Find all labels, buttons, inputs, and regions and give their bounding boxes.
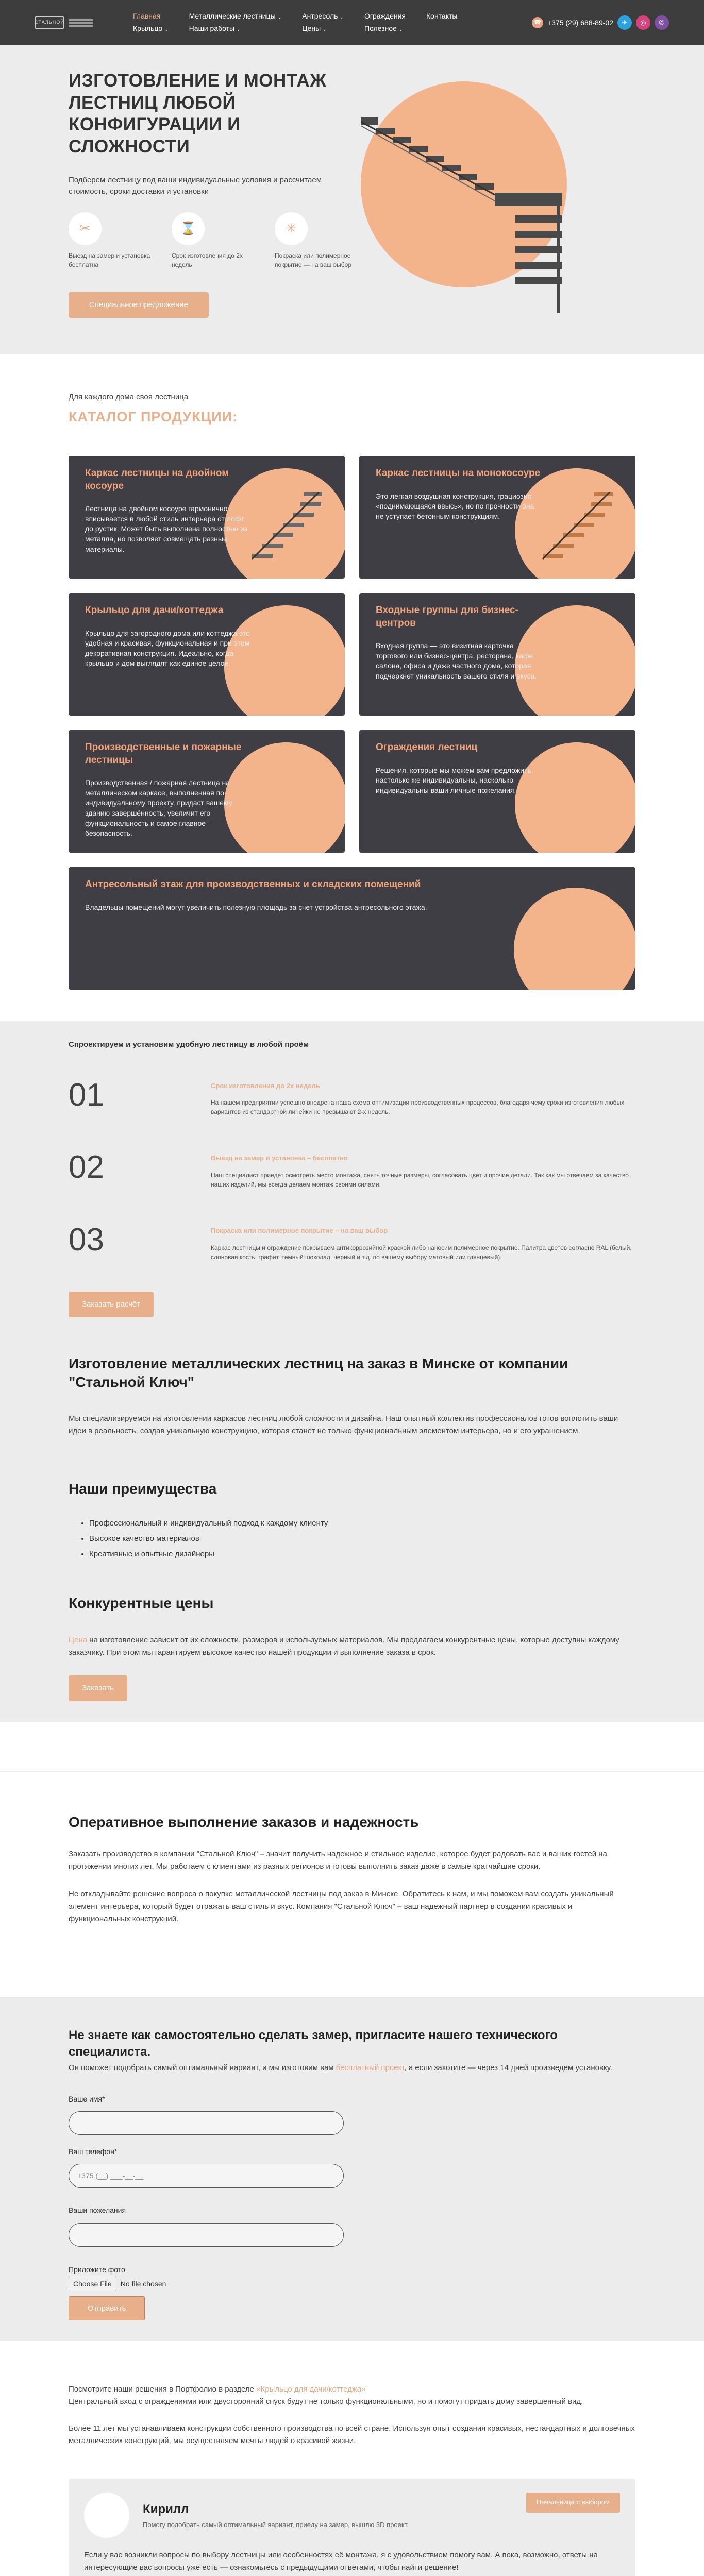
portfolio-section [0, 2341, 704, 2576]
portfolio-text-2: Более 11 лет мы устанавливаем конструкции собственного производства по всей стране. Используя опыт создания красивых, нестандартных и долговечных металлических конструкций, мы осуществляем мечты людей о красивой жизни. [69, 2424, 635, 2446]
phone-icon: ☎ [532, 17, 543, 28]
instagram-icon[interactable]: ◎ [636, 15, 650, 30]
card-title: Производственные и пожарные лестницы [85, 741, 242, 766]
expert-info [143, 2501, 526, 2531]
stair-image [538, 482, 615, 569]
telegram-icon[interactable]: ✈ [617, 15, 632, 30]
chevron-down-icon: ⌄ [323, 27, 327, 32]
step-number: 02 [69, 1149, 104, 1185]
advantage-item: • Профессиональный и индивидуальный подход к каждому клиенту [89, 1518, 635, 1529]
porch-portfolio-link[interactable]: «Крыльцо для дачи/коттеджа» [256, 2385, 366, 2394]
submit-button[interactable]: Отправить [69, 2296, 145, 2320]
step-body [211, 1151, 635, 1189]
form-intro-b: , а если захотите — через 14 дней произведем установку. [404, 2063, 612, 2072]
advantages-list [69, 1518, 635, 1560]
nav-item-label: Контакты [426, 12, 458, 20]
wishes-field-group [69, 2205, 635, 2246]
advantages-block [69, 1479, 635, 1560]
name-input[interactable] [69, 2111, 344, 2135]
nav-item-label: Полезное [364, 24, 397, 32]
feature-icon: ✳ [275, 212, 308, 245]
nav-item-6[interactable] [364, 11, 406, 22]
card-title: Ограждения лестниц [376, 741, 478, 753]
mfg-text: Мы специализируемся на изготовлении каркасов лестниц любой сложности и дизайна. Наш опытный коллектив профессионалов готов воплотить ваши идеи в реальность, создав уникальную конструкцию, которая станет не только функциональным элементом интерьера, но и его украшением. [69, 1414, 618, 1435]
site-header [0, 0, 704, 45]
mfg-block [69, 1317, 635, 1437]
card-text: Производственная / пожарная лестница на металлическом каркасе, выполненная по индивидуальному проекту, придаст вашему зданию завершённость, увеличит его функциональность и самое главное – безопасность. [85, 778, 232, 838]
name-label: Ваше имя* [69, 2094, 105, 2103]
hero-feature [69, 212, 151, 269]
step-title: Срок изготовления до 2х недель [211, 1081, 320, 1090]
feature-text: Покраска или полимерное покрытие — на ваш выбор [275, 252, 351, 268]
catalog-title: КАТАЛОГ ПРОДУКЦИИ: [69, 409, 238, 425]
nav-item-label: Металлические лестницы [189, 12, 276, 20]
order-calc-button[interactable]: Заказать расчёт [69, 1292, 154, 1317]
expert-name: Кирилл [143, 2502, 189, 2516]
file-status: No file chosen [120, 2280, 166, 2289]
special-offer-button[interactable]: Специальное предложение [69, 292, 209, 318]
card-title: Входные группы для бизнес-центров [376, 604, 518, 629]
step-number: 03 [69, 1222, 104, 1258]
chevron-down-icon: ⌄ [340, 14, 344, 20]
advantage-item: • Креативные и опытные дизайнеры [89, 1549, 635, 1560]
step-number: 01 [69, 1077, 104, 1113]
step-text: На нашем предприятии успешно внедрена наша схема оптимизации производственных процессов, благодаря чему сроки изготовления любых вариантов из стандартной линейки не превышают 2-х недель. [211, 1099, 625, 1116]
card-text: Владельцы помещений могут увеличить полезную площадь за счет устройства антресольного этажа. [85, 903, 427, 911]
phone-link[interactable]: +375 (29) 688-89-02 [547, 18, 613, 27]
card-title: Каркас лестницы на монокосоуре [376, 467, 541, 479]
chevron-down-icon: ⌄ [398, 27, 403, 32]
card-text: Входная группа — это визитная карточка торгового или бизнес-центра, ресторана, кафе, салона, офиса и даже частного дома, которая подчеркнет уникальность вашего стиля и вкуса. [376, 641, 537, 681]
hero-feature [172, 212, 254, 269]
step-title: Выезд на замер и установка – бесплатно [211, 1154, 348, 1162]
steps-section [0, 1021, 704, 1722]
photo-label: Приложите фото [69, 2265, 125, 2274]
nav-item-2[interactable] [189, 11, 282, 22]
hero-lead: Подберем лестницу под ваши индивидуальные условия и рассчитаем стоимость, сроки доставки и установки [69, 175, 322, 196]
nav-item-7[interactable] [364, 23, 406, 35]
feature-text: Срок изготовления до 2х недель [172, 252, 243, 268]
portfolio-text-1b: Центральный вход с ограждениями или двусторонний спуск будут не только функциональными, но и помогут придать дому завершенный вид. [69, 2397, 583, 2406]
nav-item-8[interactable] [426, 11, 457, 22]
card-title: Крыльцо для дачи/коттеджа [85, 604, 224, 616]
nav-item-label: Цены [302, 24, 321, 32]
expert-help-button[interactable]: Начальница с выбором [526, 2493, 620, 2513]
step-text: Наш специалист приедет осмотреть место монтажа, снять точные размеры, согласовать цвет и прочие детали. Так как мы отвечаем за качество наших изделий, мы всегда делаем монтаж своими силами. [211, 1172, 629, 1189]
prices-text [69, 1634, 635, 1659]
nav-item-label: Крыльцо [133, 24, 163, 32]
portfolio-text-1a: Посмотрите наши решения в Портфолио в разделе [69, 2385, 257, 2394]
expert-card [69, 2479, 635, 2576]
phone-label: Ваш телефон* [69, 2147, 118, 2156]
request-form-section [0, 1997, 704, 2341]
main-nav [133, 11, 457, 35]
expert-avatar [84, 2493, 129, 2538]
card-circle [514, 888, 635, 990]
card-text: Крыльцо для загородного дома или коттеджа это удобная и красивая, функциональная и при этом декоративная конструкция. Идеально, когда крыльцо и дом выглядят как единое целое. [85, 629, 250, 668]
card-text: Это легкая воздушная конструкция, грациозно «поднимающаяся ввысь», но по прочности она не уступает бетонным конструкциям. [376, 492, 534, 520]
catalog-card[interactable] [359, 730, 635, 853]
nav-item-label: Наши работы [189, 24, 235, 32]
catalog-card[interactable] [69, 730, 345, 853]
file-picker [69, 2277, 635, 2291]
advantage-item: • Высокое качество материалов [89, 1533, 635, 1545]
form-title: Не знаете как самостоятельно сделать замер, пригласите нашего технического специалиста. [69, 2028, 558, 2059]
portfolio-text-1 [69, 2383, 635, 2408]
wishes-label: Ваши пожелания [69, 2206, 126, 2215]
nav-item-label: Ограждения [364, 12, 406, 20]
logo-lines [69, 19, 93, 27]
step-item [69, 1224, 635, 1262]
phone-input[interactable]: +375 (__) ___-__-__ [69, 2164, 344, 2188]
form-intro-a: Он поможет подобрать самый оптимальный вариант, и мы изготовим вам [69, 2063, 336, 2072]
nav-item-label: Главная [133, 12, 161, 20]
prices-text-body: на изготовление зависит от их сложности, размеров и используемых материалов. Мы предлагаем конкурентные цены, которые доступны каждому заказчику. При этом мы гарантируем высокое качество нашей продукции и выполнение заказа в срок. [69, 1636, 619, 1657]
expert-text: Если у вас возникли вопросы по выбору лестницы или особенностях её монтажа, я с удовольствием помогу вам. А пока, возможно, ответы на интересующие вас вопросы уже есть — ознакомьтесь с предыдущими ответами, чтобы найти решение! [84, 2551, 598, 2572]
step-text: Каркас лестницы и ограждение покрываем антикоррозийной краской либо наносим полимерное покрытие. Палитра цветов согласно RAL (белый, слоновая кость, графит, темный шоколад, черный и т.д. по вашему выбору матовый или глянцевый). [211, 1244, 632, 1261]
advantages-title: Наши преимущества [69, 1480, 217, 1497]
expert-header [84, 2493, 620, 2538]
wishes-input[interactable] [69, 2223, 344, 2247]
feature-icon: ✂ [69, 212, 102, 245]
chevron-down-icon: ⌄ [237, 27, 241, 32]
hero-title: ИЗГОТОВЛЕНИЕ И МОНТАЖ ЛЕСТНИЦ ЛЮБОЙ КОНФИГУРАЦИИ И СЛОЖНОСТИ [69, 71, 327, 157]
step-body [211, 1079, 635, 1117]
step-body [211, 1224, 635, 1262]
form-intro [69, 2062, 635, 2074]
hero-features [69, 212, 635, 269]
nav-item-5[interactable] [302, 23, 344, 35]
prices-block [69, 1593, 635, 1701]
logo[interactable] [35, 16, 118, 29]
card-title: Каркас лестницы на двойном косоуре [85, 467, 229, 492]
free-project-link[interactable]: бесплатный проект [336, 2063, 405, 2072]
steps-list [69, 1079, 635, 1262]
name-field-group [69, 2094, 635, 2135]
hero-section [0, 45, 704, 354]
catalog-card[interactable] [359, 593, 635, 716]
feature-icon: ⌛ [172, 212, 205, 245]
operational-section [0, 1771, 704, 1998]
nav-item-0[interactable] [133, 11, 169, 22]
nav-item-label: Антресоль [302, 12, 338, 20]
nav-item-3[interactable] [189, 23, 282, 35]
hero-feature [275, 212, 357, 269]
step-item [69, 1151, 635, 1189]
catalog-grid [69, 456, 635, 990]
choose-file-button[interactable]: Choose File [69, 2277, 116, 2291]
catalog-card[interactable] [359, 456, 635, 579]
photo-field-group [69, 2264, 635, 2292]
card-text: Лестница на двойном косоуре гармонично вписывается в любой стиль интерьера от лофт до рустик. Может быть выполнена полностью из металла, но позволяет совмещать разные материалы. [85, 504, 248, 553]
step-item [69, 1079, 635, 1117]
nav-item-4[interactable] [302, 11, 344, 22]
chevron-down-icon: ⌄ [277, 14, 282, 20]
card-circle [515, 742, 635, 853]
price-link[interactable]: Цена [69, 1636, 88, 1645]
catalog-subtitle: Для каждого дома своя лестница [69, 393, 189, 401]
oper-title: Оперативное выполнение заказов и надежность [69, 1814, 419, 1830]
nav-item-1[interactable] [133, 23, 169, 35]
card-text: Решения, которые мы можем вам предложить, настолько же индивидуальны, насколько индивидуальны ваши личные пожелания. [376, 766, 533, 794]
order-button[interactable]: Заказать [69, 1675, 127, 1701]
logo-mark: СТАЛЬНОЙ [35, 16, 64, 29]
catalog-section [0, 354, 704, 1021]
expert-role: Помогу подобрать самый оптимальный вариант, приеду на замер, вышлю 3D проект. [143, 2521, 409, 2529]
mfg-title: Изготовление металлических лестниц на заказ в Минске от компании "Стальной Ключ" [69, 1355, 568, 1391]
chevron-down-icon: ⌄ [164, 27, 169, 32]
catalog-card[interactable] [69, 593, 345, 716]
steps-title: Спроектируем и установим удобную лестницу в любой проём [69, 1040, 309, 1049]
prices-title: Конкурентные цены [69, 1595, 214, 1611]
viber-icon[interactable]: ✆ [655, 15, 669, 30]
phone-field-group [69, 2146, 635, 2188]
stair-image [247, 482, 324, 569]
card-title: Антресольный этаж для производственных и складских помещений [85, 878, 421, 890]
step-title: Покраска или полимерное покрытие – на ваш выбор [211, 1227, 388, 1235]
oper-text-2: Не откладывайте решение вопроса о покупке металлической лестницы под заказ в Минске. Обратитесь к нам, и мы поможем вам создать уникальный элемент интерьера, который будет отражать ваш стиль и вкус. Компания "Стальной Ключ" – ваш надежный партнер в создании красивых и функциональных конструкций. [69, 1890, 614, 1924]
catalog-card[interactable] [69, 456, 345, 579]
oper-text-1: Заказать производство в компании "Стальной Ключ" – значит получить надежное и стильное изделие, которое будет радовать вас и ваших гостей на протяжении многих лет. Мы работаем с клиентами из разных регионов и готовы выполнить заказ даже в самые кратчайшие сроки. [69, 1850, 607, 1871]
catalog-card[interactable] [69, 867, 635, 990]
header-contacts [532, 15, 669, 30]
feature-text: Выезд на замер и установка бесплатна [69, 252, 150, 268]
